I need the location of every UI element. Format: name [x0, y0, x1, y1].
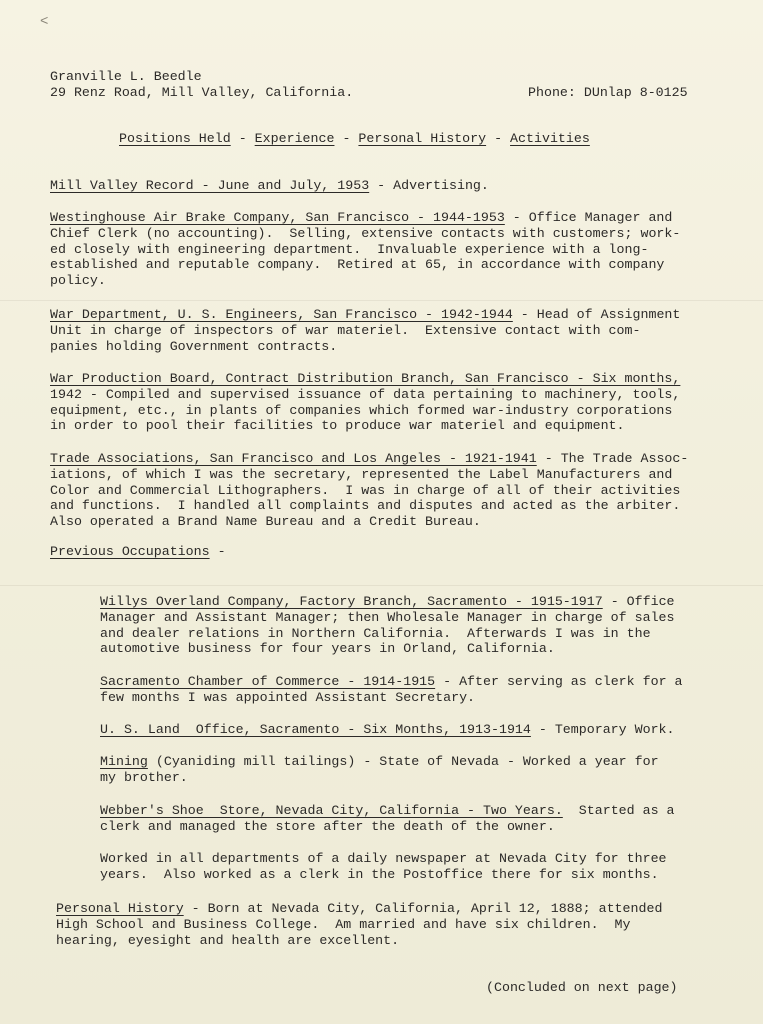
previous-entry: Willys Overland Company, Factory Branch, Sacramento - 1915-1917 - Office Manager and Assistant Manager; then Wholesale Manager in charge of sales and dealer relations in Northern California. Afterwards I was in the automotive business for four years in Orland, California.	[100, 594, 675, 657]
previous-entry: Mining (Cyaniding mill tailings) - State of Nevada - Worked a year for my brother.	[100, 754, 659, 785]
header-block	[50, 69, 353, 101]
paper-fold	[0, 585, 763, 586]
phone-number: Phone: DUnlap 8-0125	[528, 85, 688, 100]
position-entry: Westinghouse Air Brake Company, San Francisco - 1944-1953 - Office Manager and Chief Clerk (no accounting). Selling, extensive contacts with customers; work- ed closely with engineering department. Invaluable experience with a long- established and reputable company. Retired at 65, in accordance with company policy.	[50, 210, 681, 289]
author-name: Granville L. Beedle	[50, 69, 202, 84]
continuation-note: (Concluded on next page)	[486, 980, 678, 995]
margin-mark: <	[40, 14, 49, 30]
page-heading: Positions Held - Experience - Personal History - Activities	[119, 131, 590, 146]
position-entry: Trade Associations, San Francisco and Los Angeles - 1921-1941 - The Trade Assoc- iations, of which I was the secretary, represented the Label Manufacturers and Color and Commercial Lithographers. I was in charge of all of their activities and functions. I handled all complaints and disputes and acted as the arbiter. Also operated a Brand Name Bureau and a Credit Bureau.	[50, 451, 689, 530]
position-entry: War Department, U. S. Engineers, San Francisco - 1942-1944 - Head of Assignment Unit in charge of inspectors of war materiel. Extensive contact with com- panies holding Government contracts.	[50, 307, 681, 354]
previous-entry: Worked in all departments of a daily newspaper at Nevada City for three years. Also worked as a clerk in the Postoffice there for six months.	[100, 851, 667, 882]
previous-entry: Sacramento Chamber of Commerce - 1914-1915 - After serving as clerk for a few months I was appointed Assistant Secretary.	[100, 674, 683, 705]
previous-entry: U. S. Land Office, Sacramento - Six Months, 1913-1914 - Temporary Work.	[100, 722, 675, 737]
personal-history: Personal History - Born at Nevada City, California, April 12, 1888; attended High School and Business College. Am married and have six children. My hearing, eyesight and health are excellent.	[56, 901, 663, 948]
position-entry: War Production Board, Contract Distribution Branch, San Francisco - Six months, 1942 - Compiled and supervised issuance of data pertaining to machinery, tools, equipment, etc., in plants of companies which formed war-industry corporations in order to pool their facilities to produce war materiel and equipment.	[50, 371, 681, 434]
author-address: 29 Renz Road, Mill Valley, California.	[50, 84, 354, 100]
previous-entry: Webber's Shoe Store, Nevada City, California - Two Years. Started as a clerk and managed the store after the death of the owner.	[100, 803, 675, 834]
position-entry: Mill Valley Record - June and July, 1953 - Advertising.	[50, 178, 489, 193]
paper-fold	[0, 300, 763, 301]
previous-occupations-heading: Previous Occupations -	[50, 544, 226, 559]
